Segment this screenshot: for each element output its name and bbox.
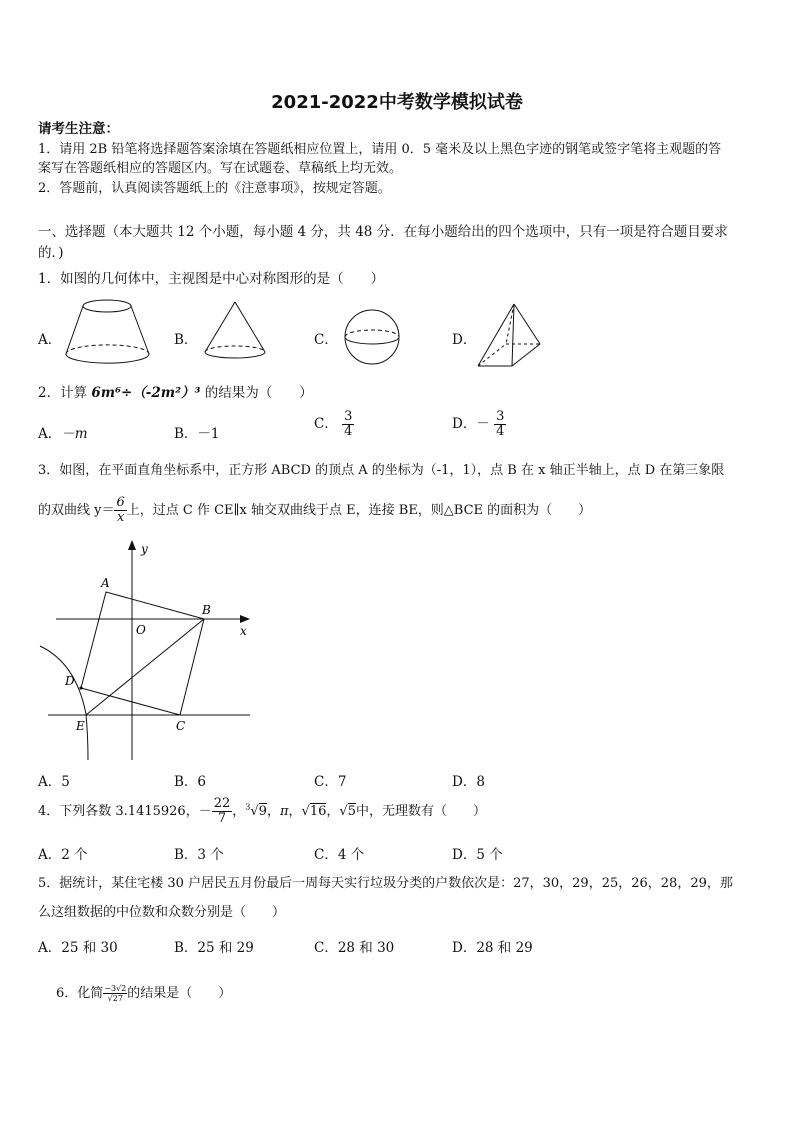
q3-line-2 — [38, 496, 591, 525]
q4-prefix: 4．下列各数 3.1415926，－ — [38, 804, 212, 819]
sphere-figure — [344, 309, 402, 367]
label-c: C — [176, 719, 186, 733]
q1-label-c: C． — [314, 332, 338, 348]
label-y: y — [141, 542, 148, 556]
q6-prefix: 6．化简 — [56, 986, 104, 1001]
q2-label-b: B． — [174, 426, 198, 442]
label-d: D — [65, 674, 75, 688]
pyramid-figure — [476, 302, 544, 370]
q5-option-a: A．25 和 30 — [38, 940, 118, 956]
q6-fraction — [103, 984, 127, 1003]
hyperbola — [40, 646, 88, 760]
q4-sep-4: ， — [326, 804, 340, 819]
q5-option-b: B．25 和 29 — [174, 940, 254, 956]
q2-value-a: －m — [61, 426, 88, 442]
q3-option-d: D．8 — [452, 774, 485, 790]
q5-option-d: D．28 和 29 — [452, 940, 533, 956]
q4-sqrt-16: 16 — [309, 804, 327, 819]
point-d — [79, 686, 82, 689]
label-x: x — [240, 624, 247, 638]
q4-option-d: D．5 个 — [452, 847, 503, 863]
q3-line-1: 3．如图，在平面直角坐标系中，正方形 ABCD 的顶点 A 的坐标为（-1，1），点 B 在 x 轴正半轴上，点 D 在第三象限 — [38, 463, 725, 478]
radical-icon: √ — [250, 804, 259, 819]
q2-stem-prefix: 2．计算 — [38, 385, 92, 401]
q2-option-a — [38, 422, 88, 442]
q2-stem — [38, 384, 313, 402]
notice-line-1b: 案写在答题纸相应的答题区内。写在试题卷、草稿纸上均无效。 — [38, 161, 403, 176]
q4-frac-num: 22 — [213, 796, 231, 811]
q4-sqrt-5: 5 — [347, 804, 356, 819]
notice-line-1a: 1．请用 2B 铅笔将选择题答案涂填在答题纸相应位置上，请用 0．5 毫米及以上黑色字迹的钢笔或签字笔将主观题的答 — [38, 142, 722, 157]
q3-option-c: C．7 — [314, 774, 347, 790]
q2-option-d — [452, 410, 506, 439]
q6-stem — [56, 984, 231, 1003]
x-axis-arrow-icon — [240, 615, 250, 623]
q5-line-2: 么这组数据的中位数和众数分别是（ ） — [38, 905, 286, 920]
q2-d-denominator: 4 — [496, 424, 505, 439]
q4-sep-2: ， — [266, 804, 280, 819]
q2-d-sign: － — [476, 416, 490, 432]
q2-stem-suffix: 的结果为（ ） — [200, 385, 313, 401]
q4-suffix: 中，无理数有（ ） — [355, 804, 486, 819]
q3-coordinate-figure — [38, 538, 258, 763]
q3-line2-prefix: 的双曲线 y＝ — [38, 503, 115, 518]
q2-expression: 6m⁶÷（-2m²）³ — [91, 385, 201, 401]
q4-pi: π — [279, 804, 289, 819]
q2-option-c — [314, 410, 354, 439]
q4-cbrt-index: 3 — [245, 802, 251, 812]
section-heading-line-1: 一、选择题（本大题共 12 个小题，每小题 4 分，共 48 分．在每小题给出的四个选项中，只有一项是符合题目要求 — [38, 224, 728, 240]
q3-frac-den: x — [116, 510, 125, 525]
page-title: 2021-2022中考数学模拟试卷 — [271, 92, 523, 113]
q1-stem: 1．如图的几何体中，主视图是中心对称图形的是（ ） — [38, 271, 385, 287]
q2-value-b: －1 — [197, 426, 220, 442]
q3-line2-suffix: 上，过点 C 作 CE∥x 轴交双曲线于点 E，连接 BE，则△BCE 的面积为（ ） — [126, 503, 592, 518]
section-heading-line-2: 的．) — [38, 245, 64, 261]
notice-heading: 请考生注意： — [38, 121, 119, 137]
q2-c-denominator: 4 — [344, 424, 353, 439]
label-b: B — [202, 603, 211, 617]
q1-label-b: B． — [174, 332, 198, 348]
label-e: E — [76, 719, 85, 733]
q3-frac-num: 6 — [116, 495, 125, 510]
q6-suffix: 的结果是（ ） — [127, 986, 232, 1001]
q1-label-d: D． — [452, 332, 477, 348]
q2-label-a: A． — [38, 426, 62, 442]
q2-option-b — [174, 422, 220, 442]
q3-option-a: A．5 — [38, 774, 70, 790]
cone-figure — [200, 300, 270, 362]
q4-sep-1: ， — [232, 804, 246, 819]
radical-icon: √ — [301, 804, 310, 819]
q3-option-b: B．6 — [174, 774, 207, 790]
q2-c-numerator: 3 — [344, 409, 353, 424]
q6-frac-num: −3√2 — [104, 984, 127, 993]
q2-fraction-d — [494, 410, 506, 439]
q2-fraction-c — [342, 410, 354, 439]
q5-option-c: C．28 和 30 — [314, 940, 395, 956]
y-axis-arrow-icon — [128, 540, 136, 550]
q5-line-1: 5．据统计，某住宅楼 30 户居民五月份最后一周每天实行垃圾分类的户数依次是：27，30，29，25，26，28，29，那 — [38, 876, 733, 891]
q4-option-c: C．4 个 — [314, 847, 365, 863]
label-a: A — [101, 576, 110, 590]
q1-label-a: A． — [38, 332, 62, 348]
q4-option-b: B．3 个 — [174, 847, 224, 863]
q4-sep-3: ， — [288, 804, 302, 819]
q4-stem — [38, 797, 486, 826]
q4-frac-den: 7 — [217, 811, 227, 826]
q4-option-a: A．2 个 — [38, 847, 88, 863]
label-o: O — [136, 623, 146, 637]
q2-label-c: C． — [314, 416, 338, 432]
q6-frac-den: √27 — [107, 994, 123, 1003]
q2-label-d: D． — [452, 416, 477, 432]
q4-fraction — [212, 797, 233, 826]
q2-d-numerator: 3 — [496, 409, 505, 424]
frustum-figure — [60, 298, 160, 370]
radical-icon: √ — [339, 804, 348, 819]
q4-cbrt-radicand: 9 — [258, 804, 267, 819]
square-abcd — [81, 592, 204, 715]
q3-fraction — [114, 496, 126, 525]
notice-line-2: 2．答题前，认真阅读答题纸上的《注意事项》，按规定答题。 — [38, 181, 391, 196]
